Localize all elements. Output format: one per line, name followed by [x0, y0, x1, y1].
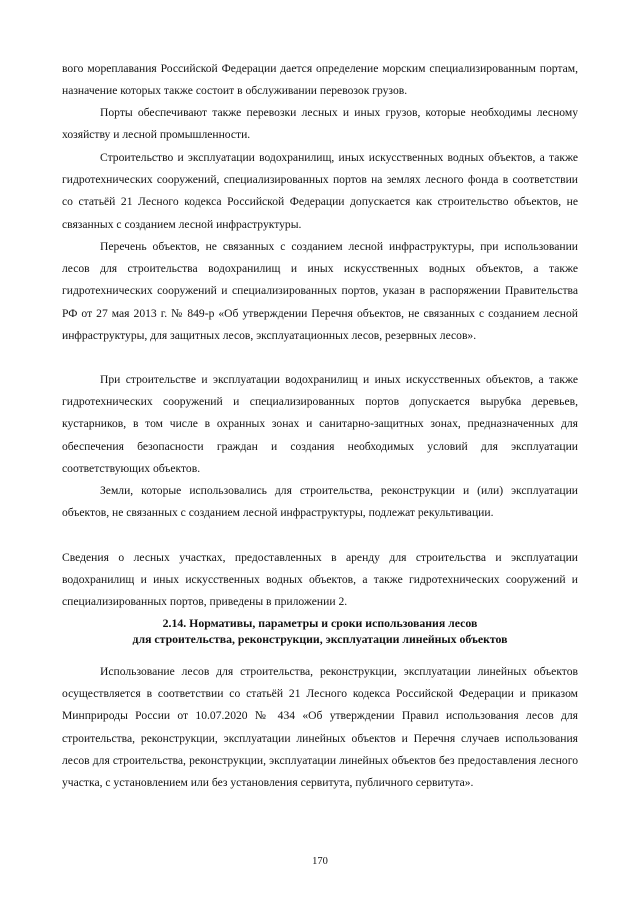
section-heading-line-1: 2.14. Нормативы, параметры и сроки использования лесов [162, 616, 478, 630]
page-number: 170 [312, 856, 328, 867]
paragraph-objects-list: Перечень объектов, не связанных с созданием лесной инфраструктуры, при использовании лесов для строительства водохранилищ и иных искусственных водных объектов, а также гидротехнических сооружений и специализированных портов, указан в распоряжении Правительства РФ от 27 мая 2013 г. № 849-р «Об утверждении Перечня объектов, не связанных с созданием лесной инфраструктуры, для защитных лесов, эксплуатационных лесов, резервных лесов». [62, 240, 578, 342]
paragraph-tree-cutting: При строительстве и эксплуатации водохранилищ и иных искусственных объектов, а также гидротехнических сооружений и специализированных портов допускается вырубка деревьев, кустарников, в том числе в охранных зонах и санитарно-защитных зонах, предназначенных для обеспечения безопасности граждан и создания необходимых условий для эксплуатации соответствующих объектов. [62, 373, 578, 475]
paragraph-ports-definition: вого мореплавания Российской Федерации дается определение морским специализированным портам, назначение которых также состоит в обслуживании перевозок грузов. [62, 62, 578, 98]
paragraph-appendix-reference: Сведения о лесных участках, предоставленных в аренду для строительства и эксплуатации водохранилищ и иных искусственных водных объектов, а также гидротехнических сооружений и специализированных портов, приведены в приложении 2. [62, 551, 578, 609]
section-heading-line-2: для строительства, реконструкции, эксплуатации линейных объектов [132, 632, 508, 646]
paragraph-ports-transport: Порты обеспечивают также перевозки лесных и иных грузов, которые необходимы лесному хозяйству и лесной промышленности. [62, 106, 578, 142]
paragraph-recultivation: Земли, которые использовались для строительства, реконструкции и (или) эксплуатации объектов, не связанных с созданием лесной инфраструктуры, подлежат рекультивации. [62, 484, 578, 520]
paragraph-linear-objects: Использование лесов для строительства, реконструкции, эксплуатации линейных объектов осуществляется в соответствии со статьёй 21 Лесного кодекса Российской Федерации и приказом Минприроды России от 10.07.2020 № 434 «Об утверждении Правил использования лесов для строительства, реконструкции, эксплуатации линейных объектов и Перечня случаев использования лесов для строительства, реконструкции, эксплуатации линейных объектов без предоставления лесного участка, с установлением или без установления сервитута, публичного сервитута». [62, 665, 578, 790]
paragraph-construction-reservoirs: Строительство и эксплуатации водохранилищ, иных искусственных водных объектов, а также гидротехнических сооружений, специализированных портов на землях лесного фонда в соответствии со статьёй 21 Лесного кодекса Российской Федерации допускается как строительство объектов, не связанных с созданием лесной инфраструктуры. [62, 151, 578, 231]
